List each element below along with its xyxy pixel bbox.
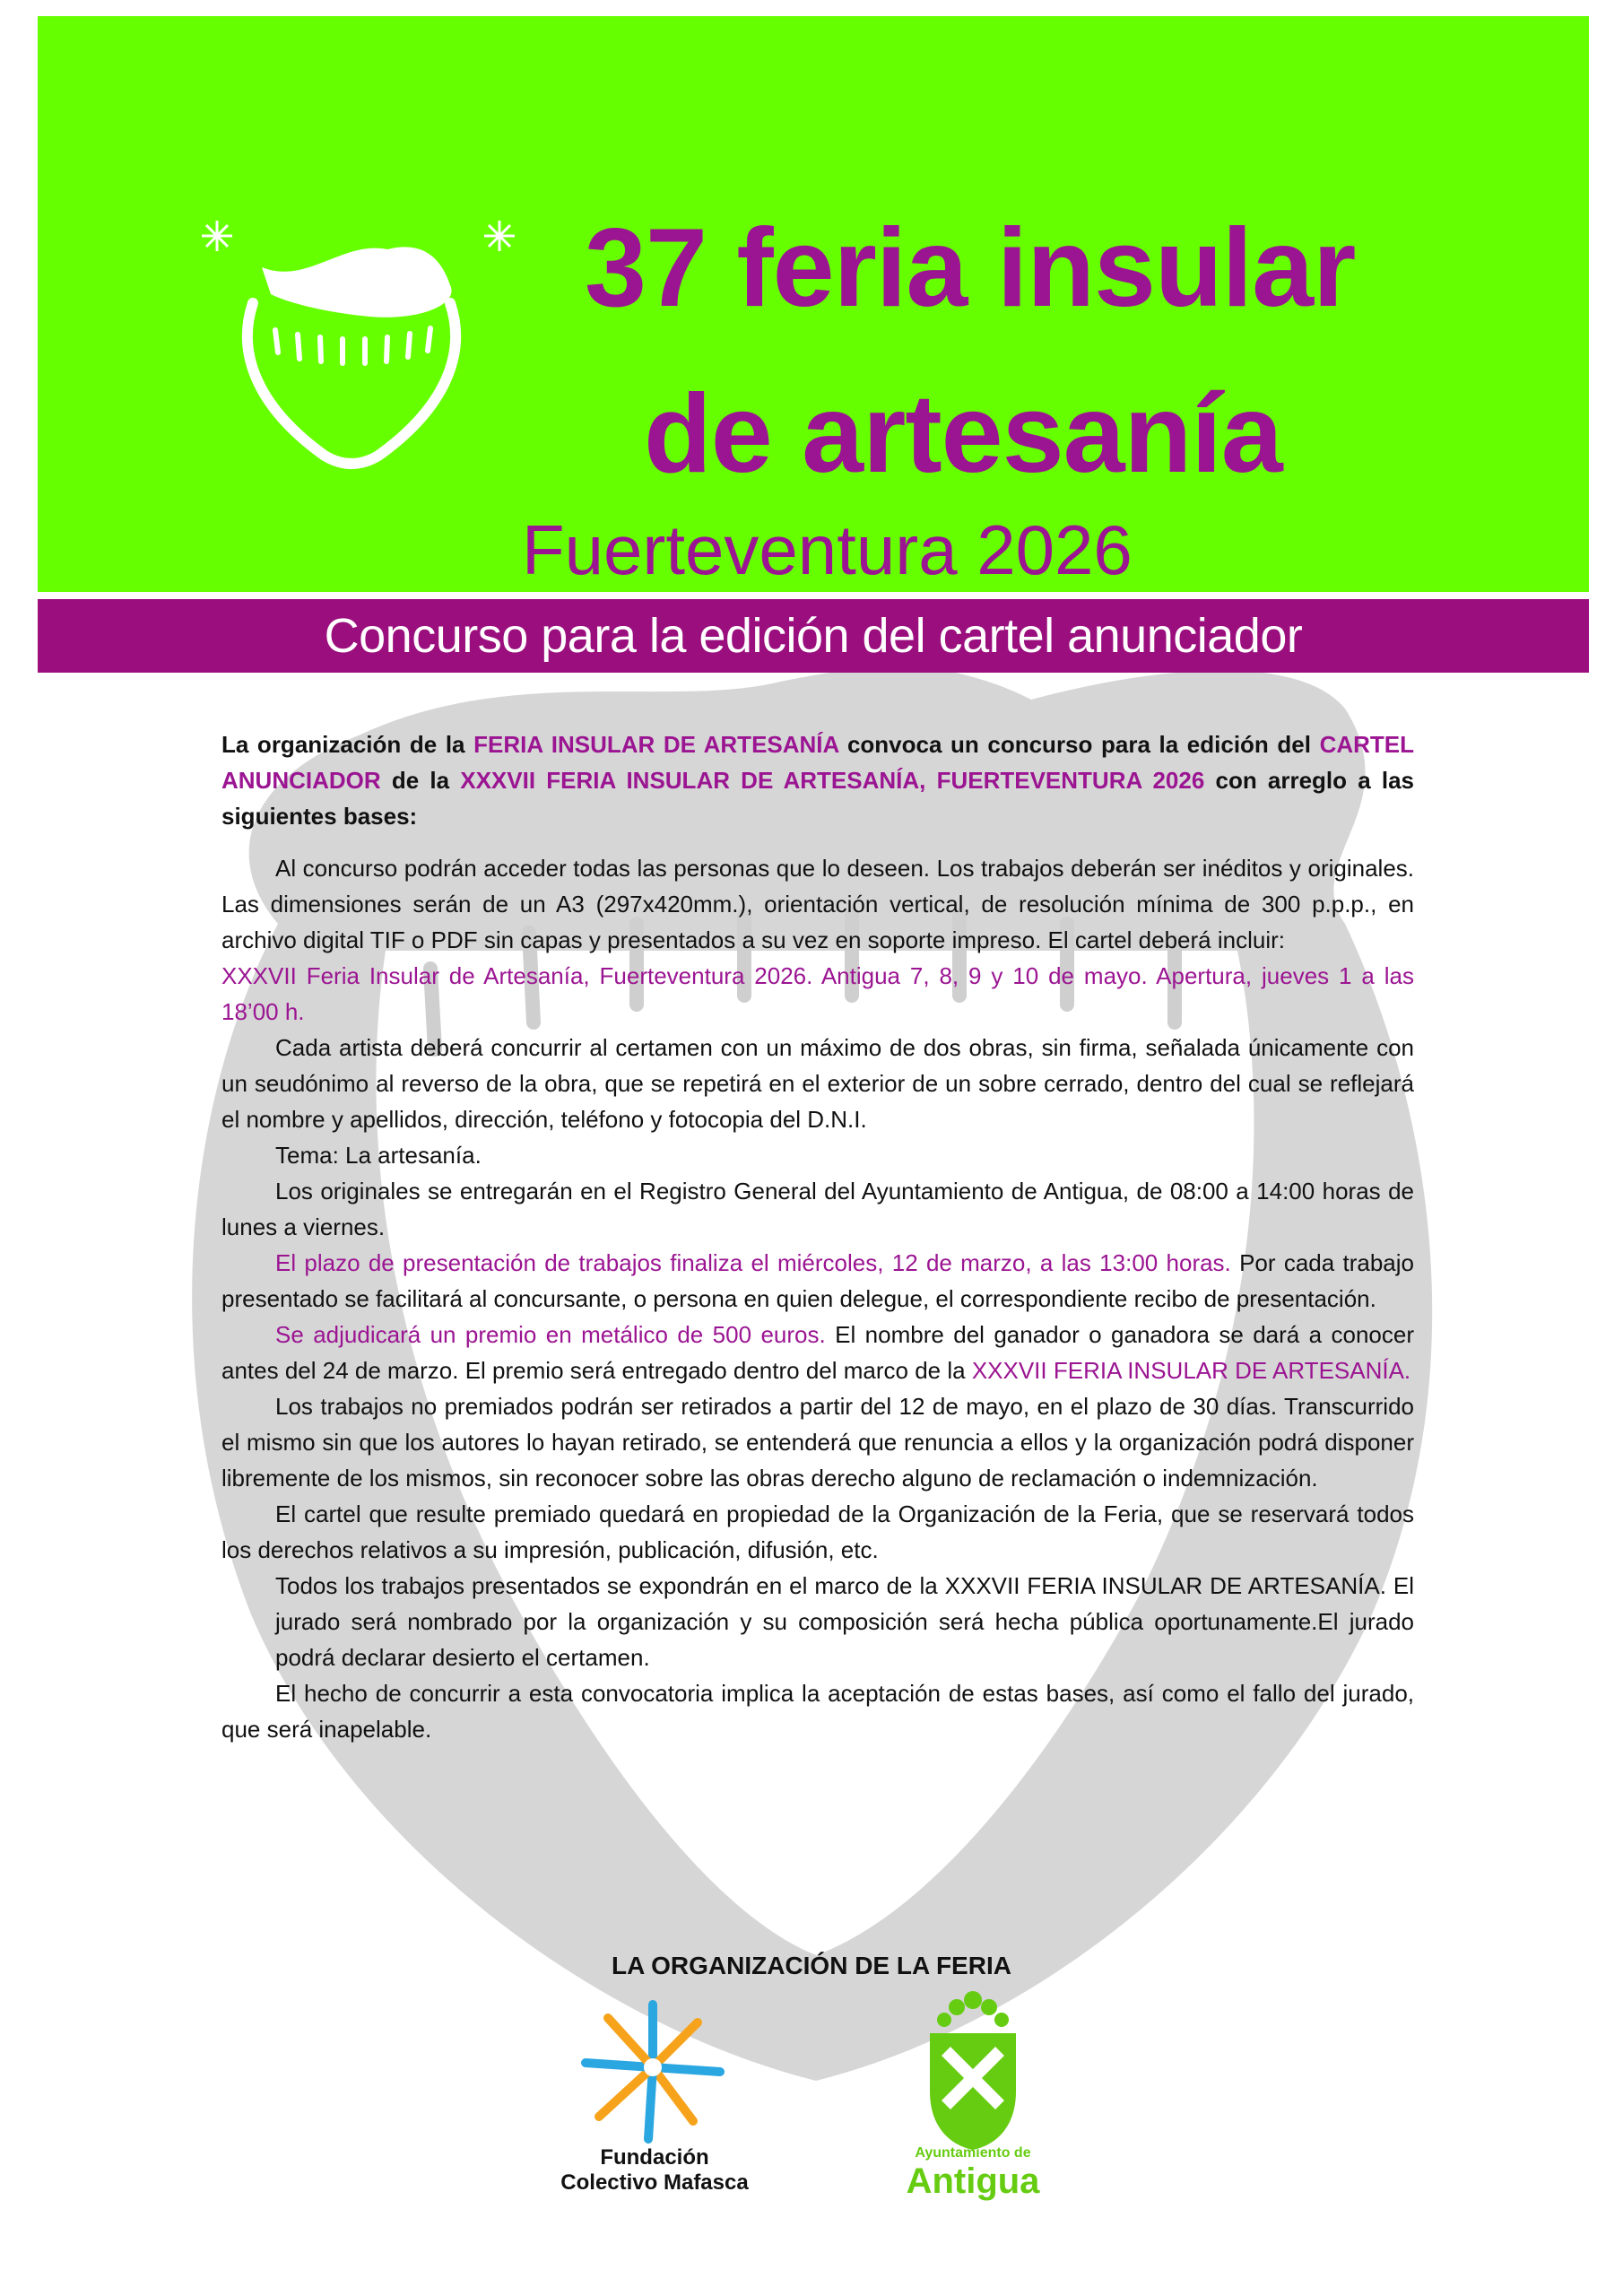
intro-text-2: convoca un concurso para la edición del (838, 731, 1320, 758)
paragraph-deadline (221, 1245, 1414, 1317)
title-line-1: 37 feria insular (585, 206, 1356, 330)
intro-text-3: de la (380, 767, 461, 794)
prize-highlight: Se adjudicará un premio en metálico de 500 euros. (275, 1321, 826, 1348)
contest-band: Concurso para la edición del cartel anunciador (38, 599, 1589, 673)
intro-highlight-1: FERIA INSULAR DE ARTESANÍA (473, 731, 839, 758)
organization-heading: LA ORGANIZACIÓN DE LA FERIA (612, 1952, 1011, 1979)
intro-paragraph (221, 726, 1414, 834)
fundacion-mafasca-logo-icon (572, 1987, 733, 2148)
paragraph-theme: Tema: La artesanía. (275, 1142, 482, 1169)
fundacion-label (525, 2145, 785, 2196)
pottery-logo-icon (190, 204, 531, 474)
rules-text (221, 726, 1414, 1747)
fundacion-line-1: Fundación (600, 2145, 709, 2170)
subtitle: Fuerteventura 2026 (522, 510, 1133, 589)
header-banner (38, 16, 1589, 592)
antigua-shield-icon (919, 1984, 1027, 2154)
antigua-name-label: Antigua (906, 2161, 1040, 2201)
paragraph-poster-text: XXXVII Feria Insular de Artesanía, Fuerteventura 2026. Antigua 7, 8, 9 y 10 de mayo. Apertura, jueves 1 a las 18’00 h. (221, 962, 1414, 1025)
intro-highlight-3: XXXVII FERIA INSULAR DE ARTESANÍA, FUERTEVENTURA 2026 (460, 767, 1205, 794)
paragraph-unawarded: Los trabajos no premiados podrán ser retirados a partir del 12 de mayo, en el plazo de 30 días. Transcurrido el mismo sin que los autores lo hayan retirado, se entenderá que renuncia a ellos y la organización podrá disponer libremente de los mismos, sin reconocer sobre las obras derecho alguno de reclamación o indemnización. (221, 1393, 1414, 1492)
fundacion-line-2: Colectivo Mafasca (560, 2170, 749, 2195)
prize-text: El nombre del ganador o ganadora se dará a conocer antes del 24 de marzo. El premio será entregado dentro del marco de la (221, 1321, 1415, 1384)
deadline-text: Por cada trabajo presentado se facilitará al concursante, o persona en quien delegue, el correspondiente recibo de presentación. (221, 1249, 1415, 1312)
paragraph-acceptance: El hecho de concurrir a esta convocatoria implica la aceptación de estas bases, así como el fallo del jurado, que será inapelable. (221, 1680, 1414, 1743)
paragraph-requirements: Al concurso podrán acceder todas las personas que lo deseen. Los trabajos deberán ser inéditos y originales. Las dimensiones serán de un A3 (297x420mm.), orientación vertical, de resolución mínima de 300 p.p.p., en archivo digital TIF o PDF sin capas y presentados a su vez en soporte impreso. El cartel deberá incluir: (221, 855, 1414, 953)
paragraph-exhibition: Todos los trabajos presentados se expondrán en el marco de la XXXVII FERIA INSULAR DE ARTESANÍA. El jurado será nombrado por la organización y su composición será hecha pública oportunamente.El jurado podrá declarar desierto el certamen. (275, 1572, 1414, 1671)
intro-text-4: con arreglo a las siguientes bases: (221, 767, 1414, 830)
prize-highlight-2: XXXVII FERIA INSULAR DE ARTESANÍA. (971, 1357, 1411, 1384)
intro-text-1: La organización de la (221, 731, 474, 758)
paragraph-prize (221, 1317, 1414, 1388)
deadline-highlight: El plazo de presentación de trabajos finaliza el miércoles, 12 de marzo, a las 13:00 horas. (275, 1249, 1231, 1276)
intro-highlight-2: CARTEL ANUNCIADOR (221, 731, 1414, 794)
title-line-2: de artesanía (644, 372, 1282, 496)
paragraph-delivery: Los originales se entregarán en el Registro General del Ayuntamiento de Antigua, de 08:00 a 14:00 horas de lunes a viernes. (221, 1178, 1414, 1240)
paragraph-ownership: El cartel que resulte premiado quedará en propiedad de la Organización de la Feria, que se reservará todos los derechos relativos a su impresión, publicación, difusión, etc. (221, 1500, 1414, 1563)
antigua-sub-label: Ayuntamiento de (915, 2145, 1031, 2161)
paragraph-artists: Cada artista deberá concurrir al certamen con un máximo de dos obras, sin firma, señalada únicamente con un seudónimo al reverso de la obra, que se repetirá en el exterior de un sobre cerrado, dentro del cual se reflejará el nombre y apellidos, dirección, teléfono y fotocopia del D.N.I. (221, 1034, 1414, 1133)
